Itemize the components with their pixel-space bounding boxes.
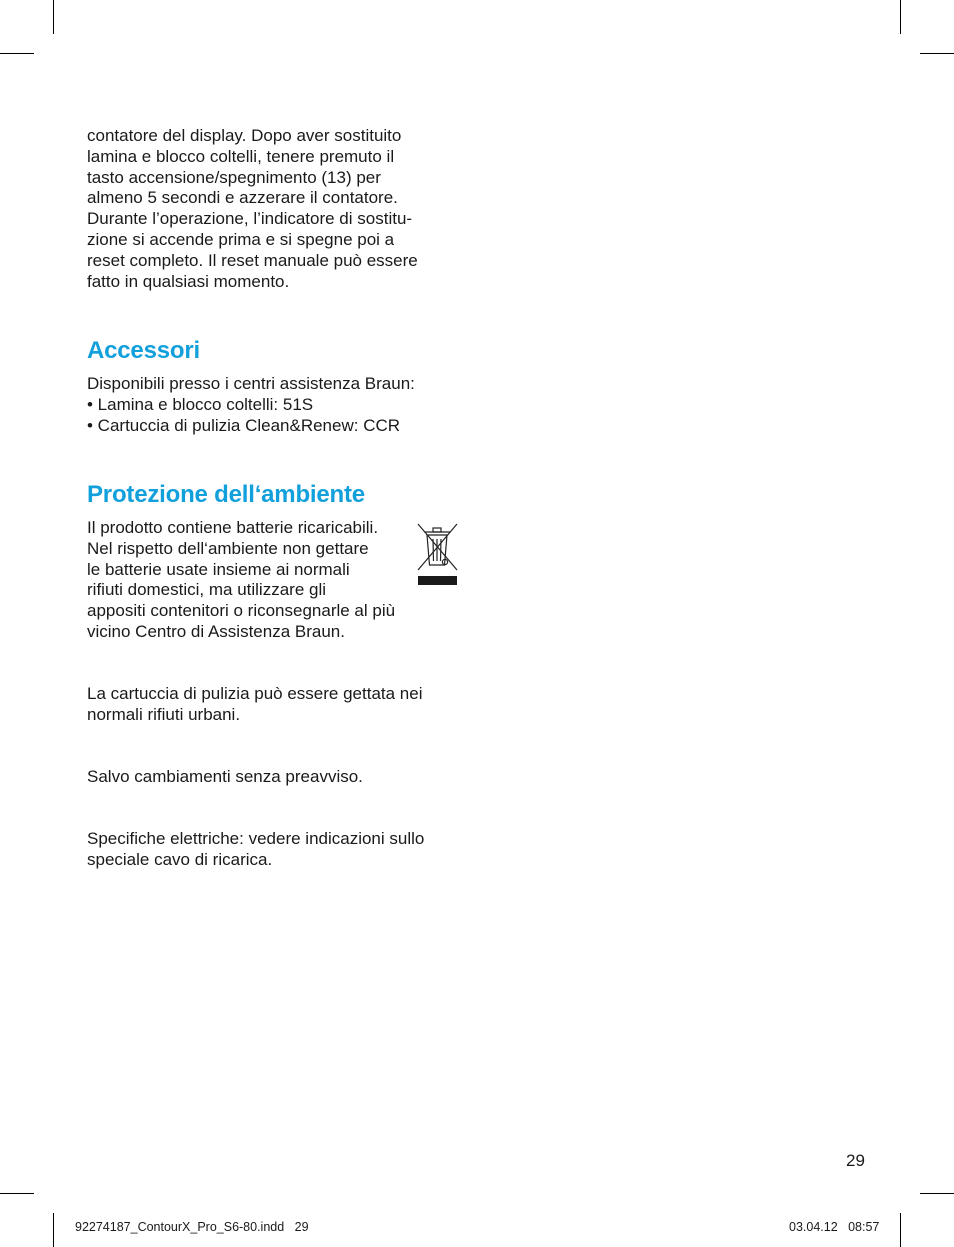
crop-mark-top-right-horizontal [920,53,954,54]
accessori-intro: Disponibili presso i centri assistenza Braun: [87,374,415,393]
text-line: La cartuccia di pulizia può essere gettata nei [87,684,423,703]
text-line: le batterie usate insieme ai normali [87,559,350,579]
text-line: speciale cavo di ricarica. [87,849,273,869]
text-line: contatore del display. Dopo aver sostituito [87,126,402,145]
text-line: zione si accende prima e si spegne poi a [87,229,395,249]
text-line: Durante l’operazione, l’indicatore di sostitu- [87,209,413,229]
accessori-body [87,374,462,436]
crop-mark-bottom-left-horizontal [0,1193,34,1194]
ambiente-heading: Protezione dell‘ambiente [87,481,365,508]
text-line: Il prodotto contiene batterie ricaricabili. [87,518,379,537]
text-line: rifiuti domestici, ma utilizzare gli [87,580,327,600]
ambiente-section [87,481,462,509]
page-number: 29 [846,1151,865,1170]
crossed-out-wheelie-bin-icon [412,518,462,586]
crop-mark-top-left-horizontal [0,53,34,54]
text-line: Specifiche elettriche: vedere indicazioni sullo [87,829,425,848]
text-line: vicino Centro di Assistenza Braun. [87,621,345,641]
text-line: lamina e blocco coltelli, tenere premuto il [87,146,395,166]
text-line: appositi contenitori o riconsegnarle al più [87,601,396,621]
accessori-section [87,337,462,365]
slug-filename: 92274187_ContourX_Pro_S6-80.indd 29 [75,1220,309,1234]
text-line: almeno 5 secondi e azzerare il contatore. [87,188,398,208]
text-line: normali rifiuti urbani. [87,704,241,724]
intro-paragraph [87,126,462,292]
accessori-item: • Cartuccia di pulizia Clean&Renew: CCR [87,415,401,435]
text-line: fatto in qualsiasi momento. [87,271,290,291]
slug-date: 03.04.12 08:57 [789,1220,880,1234]
crop-mark-top-right-vertical [900,0,901,34]
crop-mark-bottom-right-horizontal [920,1193,954,1194]
text-line: tasto accensione/spegnimento (13) per [87,167,381,187]
text-line: reset completo. Il reset manuale può essere [87,250,418,270]
accessori-item: • Lamina e blocco coltelli: 51S [87,394,314,414]
crop-mark-bottom-left-vertical [53,1213,54,1247]
text-line: Nel rispetto dell‘ambiente non gettare [87,538,369,558]
accessori-heading: Accessori [87,337,200,364]
specifiche-paragraph [87,829,462,871]
salvo-paragraph [87,767,462,788]
cartuccia-paragraph [87,684,462,726]
crop-mark-top-left-vertical [53,0,54,34]
crop-mark-bottom-right-vertical [900,1213,901,1247]
ambiente-body [87,518,462,643]
text-line: Salvo cambiamenti senza preavviso. [87,767,363,786]
